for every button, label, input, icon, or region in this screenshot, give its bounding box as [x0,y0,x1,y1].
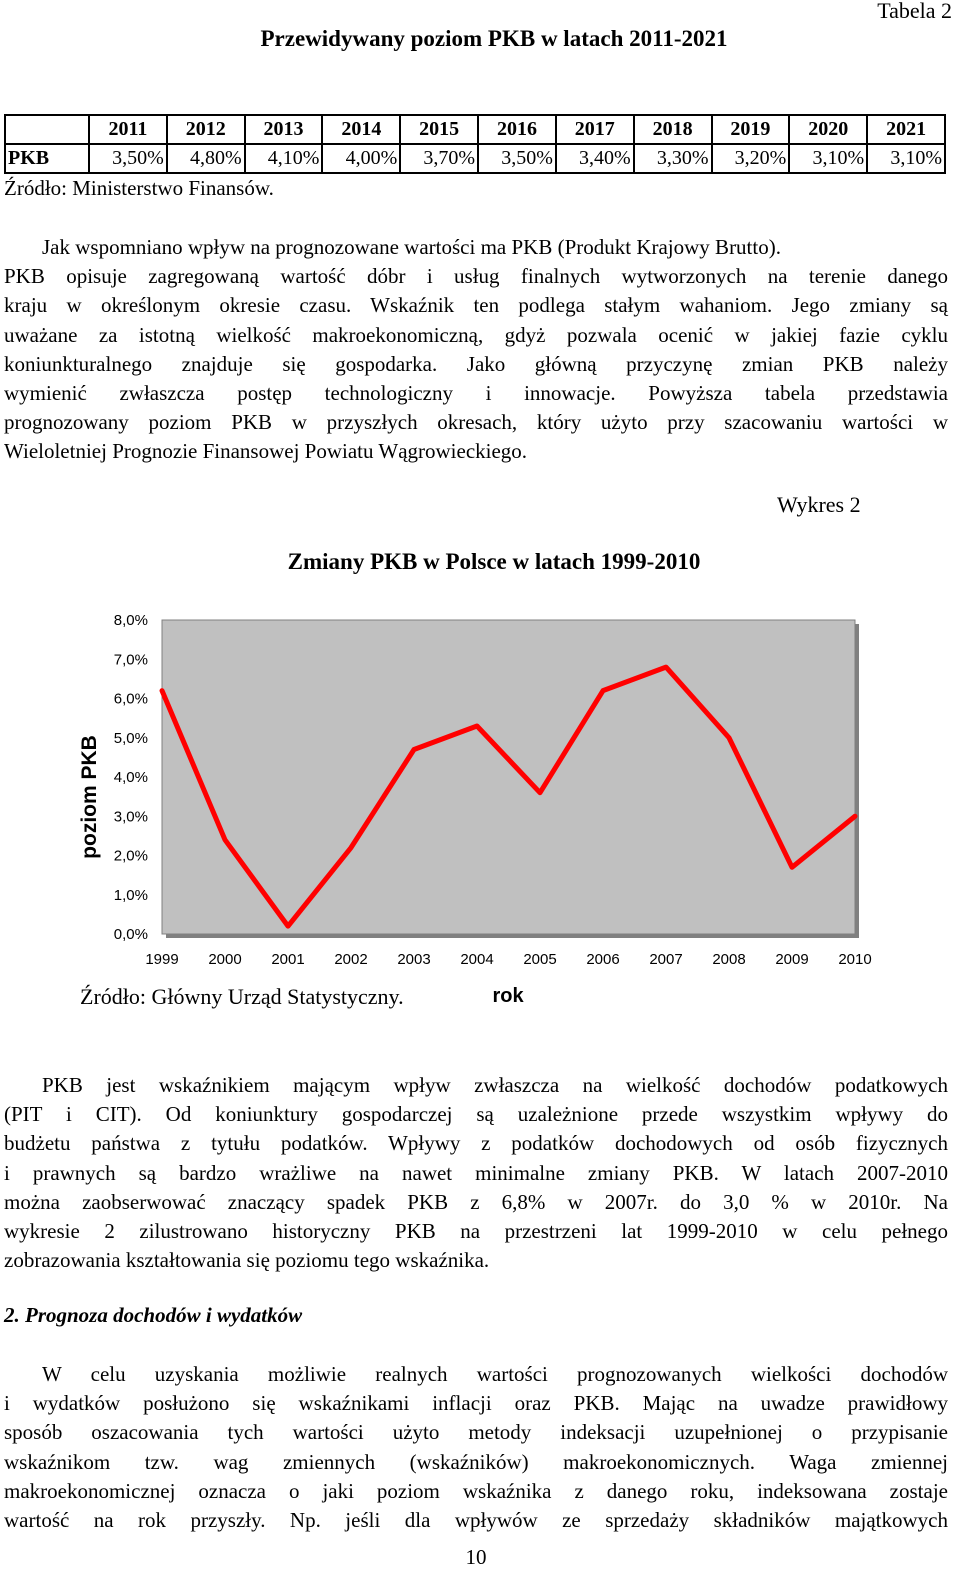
text-line: wymienić zwłaszcza postęp technologiczny i innowacje. Powyższa tabela przedstawia [4,381,948,406]
y-tick-label: 1,0% [113,886,148,904]
x-tick-label: 2002 [334,951,368,968]
gdp-line-chart [60,600,890,1020]
table-label: Tabela 2 [877,0,952,23]
text-line: PKB opisuje zagregowaną wartość dóbr i usług finalnych wytworzonych na terenie danego [4,264,948,289]
x-tick-label: 2006 [586,951,620,968]
text-line: budżetu państwa z tytułu podatków. Wpływy z podatków dochodowych od osób fizycznych [4,1131,948,1156]
text-line: zobrazowania kształtowania się poziomu tego wskaźnika. [4,1248,490,1273]
data-point [728,736,731,739]
table-source: Źródło: Ministerstwo Finansów. [4,176,274,200]
table-cell: 4,00% [322,144,400,173]
chart-title: Zmiany PKB w Polsce w latach 1999-2010 [287,549,701,574]
y-tick-label: 7,0% [113,651,148,669]
text-line: wskaźnikom tzw. wag zmiennych (wskaźników) makroekonomicznych. Waga zmiennej [4,1449,948,1474]
table-cell: 3,30% [634,144,712,173]
text-line: wartość na rok przyszły. Np. jeśli dla wpływów ze sprzedaży składników majątkowych [4,1508,948,1533]
data-point [854,815,857,818]
x-tick-label: 2010 [838,951,872,968]
year-header: 2011 [89,115,167,144]
paragraph-gdp-intro [4,233,948,467]
year-header: 2017 [556,115,634,144]
data-point [287,925,290,928]
x-tick-label: 2007 [649,951,683,968]
year-header: 2012 [167,115,245,144]
x-tick-label: 2009 [775,951,809,968]
x-tick-label: 2008 [712,951,746,968]
plot-background [162,620,855,934]
data-point [350,846,353,849]
paragraph-gdp-taxes [4,1071,948,1275]
year-header: 2018 [634,115,712,144]
x-axis-label: rok [492,985,524,1007]
section-heading: 2. Prognoza dochodów i wydatków [4,1303,303,1327]
plot-area [78,612,872,1007]
table-cell: 3,70% [400,144,478,173]
chart-label: Wykres 2 [777,492,861,517]
data-point [224,838,227,841]
year-header: 2016 [478,115,556,144]
paragraph-forecast-method [4,1360,948,1535]
text-line: Wieloletniej Prognozie Finansowej Powiatu Wągrowieckiego. [4,439,528,464]
data-point [791,866,794,869]
table-corner-cell [5,115,89,144]
text-line: Jak wspomniano wpływ na prognozowane wartości ma PKB (Produkt Krajowy Brutto). [42,235,781,259]
year-header: 2020 [789,115,867,144]
data-point [602,689,605,692]
x-tick-label: 2000 [208,951,242,968]
year-header: 2014 [322,115,400,144]
page-number: 10 [465,1545,487,1569]
data-point [539,791,542,794]
x-tick-label: 2001 [271,951,305,968]
row-label: PKB [5,144,89,173]
text-line: można zaobserwować znaczący spadek PKB z 6,8% w 2007r. do 3,0 % w 2010r. Na [4,1189,948,1214]
gdp-forecast-table [4,114,946,174]
table-header-row [5,115,945,144]
y-tick-label: 0,0% [113,926,148,943]
y-tick-label: 4,0% [113,769,148,786]
table-cell: 3,50% [478,144,556,173]
x-tick-label: 2005 [523,951,557,968]
text-line: sposób oszacowania tych wartości użyto metody indeksacji uzupełnionej o przypisanie [4,1420,948,1445]
x-tick-label: 2004 [460,951,494,968]
text-line: i prawnych są bardzo wrażliwe na nawet minimalne zmiany PKB. W latach 2007-2010 [4,1160,948,1185]
text-line: PKB jest wskaźnikiem mającym wpływ zwłaszcza na wielkość dochodów podatkowych [42,1073,948,1097]
table-row [5,144,945,173]
text-line: (PIT i CIT). Od koniunktury gospodarczej są uzależnione przede wszystkim wpływy do [4,1102,948,1127]
year-header: 2015 [400,115,478,144]
y-tick-label: 8,0% [113,612,148,629]
y-axis-label: poziom PKB [78,735,101,859]
year-header: 2013 [245,115,323,144]
text-line: i wydatków posłużono się wskaźnikami inflacji oraz PKB. Mając na uwadze prawidłowy [4,1391,948,1416]
y-tick-label: 6,0% [113,690,148,708]
text-line: wykresie 2 zilustrowano historyczny PKB na przestrzeni lat 1999-2010 w celu pełnego [4,1219,948,1244]
data-point [161,689,164,692]
text-line: kraju w określonym okresie czasu. Wskaźnik ten podlega stałym wahaniom. Jego zmiany są [4,293,948,318]
text-line: uważane za istotną wielkość makroekonomiczną, gdyż pozwala ocenić w jakiej fazie cyklu [4,322,948,347]
table-cell: 4,80% [167,144,245,173]
y-tick-label: 5,0% [113,729,148,747]
table-cell: 3,40% [556,144,634,173]
table-title: Przewidywany poziom PKB w latach 2011-2021 [260,26,728,51]
text-line: prognozowany poziom PKB w przyszłych okresach, który użyto przy szacowaniu wartości w [4,410,948,435]
data-point [413,748,416,751]
text-line: koniunkturalnego znajduje się gospodarka. Jako główną przyczynę zmian PKB należy [4,351,948,376]
x-tick-label: 2003 [397,951,431,968]
chart-source: Źródło: Główny Urząd Statystyczny. [80,984,404,1009]
year-header: 2021 [867,115,945,144]
table-cell: 3,10% [789,144,867,173]
year-header: 2019 [712,115,790,144]
data-point [665,666,668,669]
text-line: makroekonomicznej oznacza o jaki poziom wskaźnika z danego roku, indeksowana zostaje [4,1478,948,1503]
table-cell: 3,20% [712,144,790,173]
y-tick-label: 3,0% [113,808,148,826]
x-tick-label: 1999 [145,951,179,968]
y-tick-label: 2,0% [113,847,148,865]
table-cell: 4,10% [245,144,323,173]
text-line: W celu uzyskania możliwie realnych wartości prognozowanych wielkości dochodów [42,1362,948,1386]
table-cell: 3,10% [867,144,945,173]
data-point [476,724,479,727]
table-cell: 3,50% [89,144,167,173]
